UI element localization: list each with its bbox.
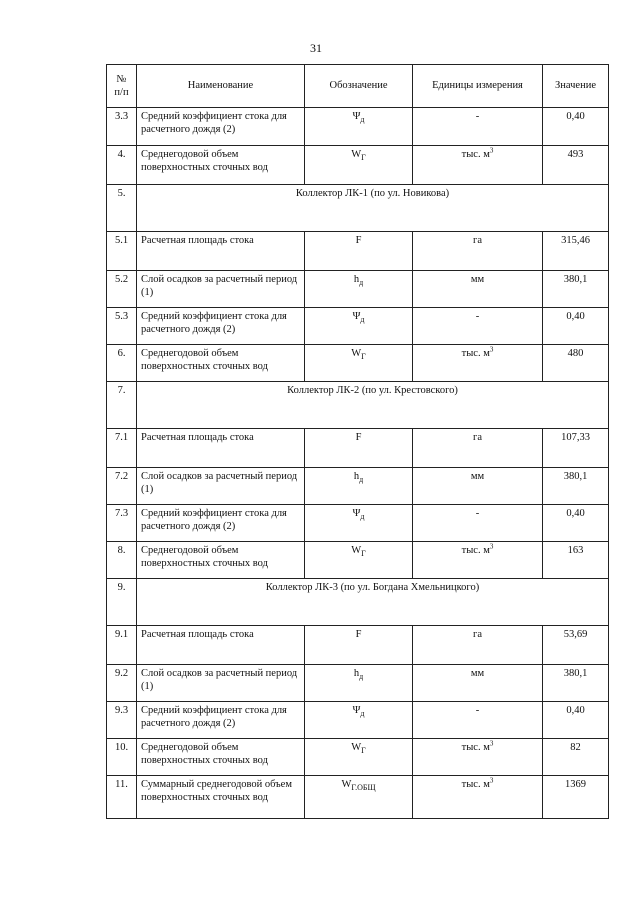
symbol-subscript: д [360,315,365,325]
row-symbol [305,345,413,382]
table-row [107,429,609,468]
row-unit [413,271,543,308]
unit-superscript: 3 [489,146,494,155]
symbol-subscript: д [359,672,364,682]
row-number: 9.3 [107,702,137,739]
row-number: 4. [107,146,137,185]
row-symbol [305,468,413,505]
row-number: 10. [107,739,137,776]
symbol-subscript: Г [361,746,366,756]
unit-text: га [473,432,482,443]
row-symbol [305,108,413,146]
row-symbol [305,776,413,819]
symbol-base: W [351,348,362,359]
unit-text: мм [470,668,485,679]
table-row [107,702,609,739]
unit-text: тыс. м [461,742,490,753]
row-symbol [305,429,413,468]
row-unit [413,146,543,185]
row-value: 480 [543,345,609,382]
row-number: 6. [107,345,137,382]
row-unit [413,626,543,665]
row-name: Расчетная площадь стока [137,429,305,468]
symbol-base: Ψ [352,111,361,122]
symbol-base: Ψ [352,705,361,716]
header-unit: Единицы измерения [413,65,543,108]
unit-text: - [475,111,480,122]
row-number: 9.1 [107,626,137,665]
unit-text: мм [470,471,485,482]
row-unit [413,345,543,382]
row-number: 11. [107,776,137,819]
row-unit [413,232,543,271]
row-name: Средний коэффициент стока для расчетного дождя (2) [137,505,305,542]
row-symbol [305,739,413,776]
unit-text: - [475,508,480,519]
table-row [107,271,609,308]
row-value: 0,40 [543,308,609,345]
symbol-subscript: д [359,475,364,485]
row-name: Среднегодовой объем поверхностных сточных вод [137,146,305,185]
section-row [107,579,609,626]
table-row [107,665,609,702]
table-row [107,505,609,542]
row-unit [413,308,543,345]
row-name: Слой осадков за расчетный период (1) [137,468,305,505]
symbol-base: F [355,629,362,640]
data-table [106,64,609,819]
row-number: 7. [107,382,137,429]
unit-superscript: 3 [489,739,494,748]
row-value: 0,40 [543,108,609,146]
section-row [107,382,609,429]
section-title: Коллектор ЛК-2 (по ул. Крестовского) [137,382,609,429]
unit-superscript: 3 [489,776,494,785]
row-name: Суммарный среднегодовой объем поверхностных сточных вод [137,776,305,819]
unit-text: - [475,705,480,716]
table-row [107,626,609,665]
row-value: 0,40 [543,505,609,542]
row-number: 9. [107,579,137,626]
row-name: Средний коэффициент стока для расчетного дождя (2) [137,702,305,739]
unit-text: тыс. м [461,779,490,790]
row-unit [413,665,543,702]
row-value: 1369 [543,776,609,819]
row-value: 163 [543,542,609,579]
row-number: 3.3 [107,108,137,146]
symbol-subscript: Г [361,352,366,362]
unit-text: га [473,629,482,640]
header-num: № п/п [107,65,137,108]
symbol-subscript: Г [361,549,366,559]
table-row [107,108,609,146]
row-value: 0,40 [543,702,609,739]
symbol-base: W [341,779,352,790]
symbol-subscript: д [360,512,365,522]
table-row [107,146,609,185]
row-number: 7.3 [107,505,137,542]
row-value: 380,1 [543,468,609,505]
table-header-row [107,65,609,108]
row-name: Слой осадков за расчетный период (1) [137,271,305,308]
row-name: Слой осадков за расчетный период (1) [137,665,305,702]
header-name: Наименование [137,65,305,108]
row-value: 107,33 [543,429,609,468]
table-row [107,308,609,345]
table-row [107,345,609,382]
row-name: Расчетная площадь стока [137,626,305,665]
symbol-base: W [351,149,362,160]
row-value: 380,1 [543,665,609,702]
unit-text: га [473,235,482,246]
symbol-base: h [353,668,360,679]
row-name: Средний коэффициент стока для расчетного дождя (2) [137,308,305,345]
row-symbol [305,702,413,739]
symbol-base: Ψ [352,508,361,519]
row-value: 82 [543,739,609,776]
row-number: 7.2 [107,468,137,505]
symbol-base: h [353,274,360,285]
unit-superscript: 3 [489,542,494,551]
unit-text: тыс. м [461,149,490,160]
symbol-subscript: д [360,709,365,719]
row-name: Средний коэффициент стока для расчетного дождя (2) [137,108,305,146]
unit-superscript: 3 [489,345,494,354]
row-symbol [305,665,413,702]
row-symbol [305,271,413,308]
symbol-base: F [355,235,362,246]
unit-text: тыс. м [461,545,490,556]
row-name: Среднегодовой объем поверхностных сточных вод [137,739,305,776]
row-unit [413,108,543,146]
row-symbol [305,626,413,665]
row-symbol [305,308,413,345]
row-unit [413,468,543,505]
row-symbol [305,146,413,185]
symbol-base: W [351,545,362,556]
section-row [107,185,609,232]
row-number: 7.1 [107,429,137,468]
row-unit [413,505,543,542]
row-name: Среднегодовой объем поверхностных сточных вод [137,345,305,382]
row-number: 5.3 [107,308,137,345]
symbol-base: Ψ [352,311,361,322]
section-title: Коллектор ЛК-1 (по ул. Новикова) [137,185,609,232]
row-value: 493 [543,146,609,185]
row-symbol [305,542,413,579]
table-row [107,468,609,505]
row-name: Расчетная площадь стока [137,232,305,271]
row-number: 5.1 [107,232,137,271]
table-row [107,232,609,271]
symbol-base: h [353,471,360,482]
row-number: 9.2 [107,665,137,702]
symbol-base: F [355,432,362,443]
symbol-subscript: д [359,278,364,288]
page-number: 31 [310,41,322,55]
symbol-subscript: Г.ОБЩ [351,783,376,793]
row-name: Среднегодовой объем поверхностных сточных вод [137,542,305,579]
symbol-subscript: Г [361,153,366,163]
symbol-subscript: д [360,115,365,125]
row-number: 8. [107,542,137,579]
header-symbol: Обозначение [305,65,413,108]
row-value: 53,69 [543,626,609,665]
row-unit [413,542,543,579]
unit-text: тыс. м [461,348,490,359]
table-row [107,776,609,819]
header-value: Значение [543,65,609,108]
table-body [107,108,609,819]
symbol-base: W [351,742,362,753]
row-unit [413,739,543,776]
table-row [107,739,609,776]
row-unit [413,776,543,819]
unit-text: мм [470,274,485,285]
row-unit [413,702,543,739]
row-symbol [305,232,413,271]
row-value: 315,46 [543,232,609,271]
row-unit [413,429,543,468]
row-value: 380,1 [543,271,609,308]
unit-text: - [475,311,480,322]
row-symbol [305,505,413,542]
row-number: 5.2 [107,271,137,308]
row-number: 5. [107,185,137,232]
section-title: Коллектор ЛК-3 (по ул. Богдана Хмельницкого) [137,579,609,626]
table-row [107,542,609,579]
